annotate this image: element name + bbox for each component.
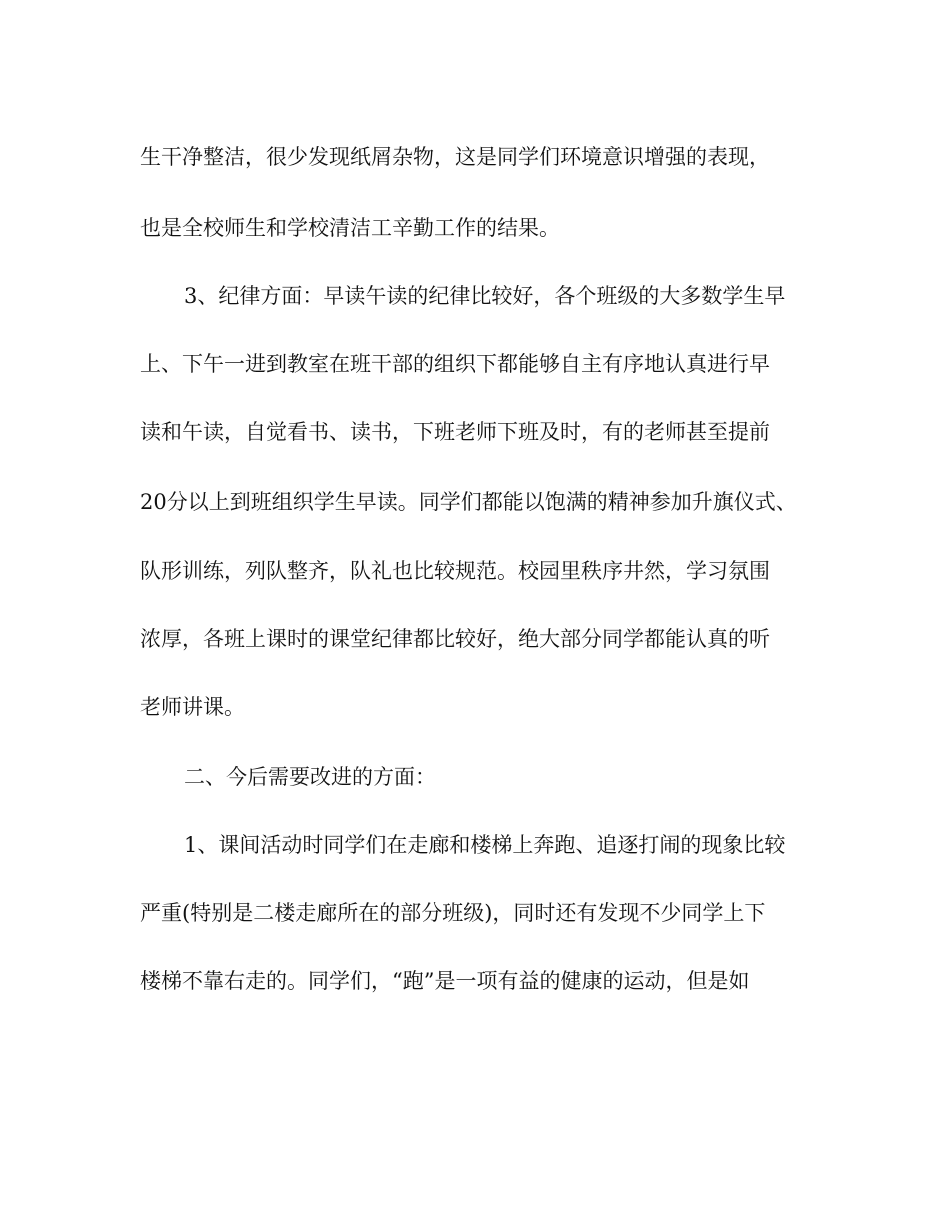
- paragraph-line: 20分以上到班组织学生早读。同学们都能以饱满的精神参加升旗仪式、: [140, 490, 797, 514]
- paragraph-line: 也是全校师生和学校清洁工辛勤工作的结果。: [140, 216, 560, 240]
- paragraph-line: 上、下午一进到教室在班干部的组织下都能够自主有序地认真进行早: [140, 352, 770, 376]
- paragraph-line: 老师讲课。: [140, 695, 245, 719]
- paragraph-line: 浓厚，各班上课时的课堂纪律都比较好，绝大部分同学都能认真的听: [140, 627, 770, 651]
- paragraph-line: 楼梯不靠右走的。同学们，“跑”是一项有益的健康的运动，但是如: [140, 969, 750, 993]
- paragraph-line: 3、纪律方面：早读午读的纪律比较好，各个班级的大多数学生早: [184, 284, 786, 308]
- section-heading: 二、今后需要改进的方面：: [184, 765, 436, 789]
- paragraph-line: 1、课间活动时同学们在走廊和楼梯上奔跑、追逐打闹的现象比较: [184, 833, 786, 857]
- paragraph-line: 读和午读，自觉看书、读书，下班老师下班及时，有的老师甚至提前: [140, 420, 770, 444]
- paragraph-line: 生干净整洁，很少发现纸屑杂物，这是同学们环境意识增强的表现，: [140, 145, 770, 169]
- paragraph-line: 队形训练，列队整齐，队礼也比较规范。校园里秩序井然，学习氛围: [140, 559, 770, 583]
- paragraph-line: 严重(特别是二楼走廊所在的部分班级)，同时还有发现不少同学上下: [140, 901, 766, 925]
